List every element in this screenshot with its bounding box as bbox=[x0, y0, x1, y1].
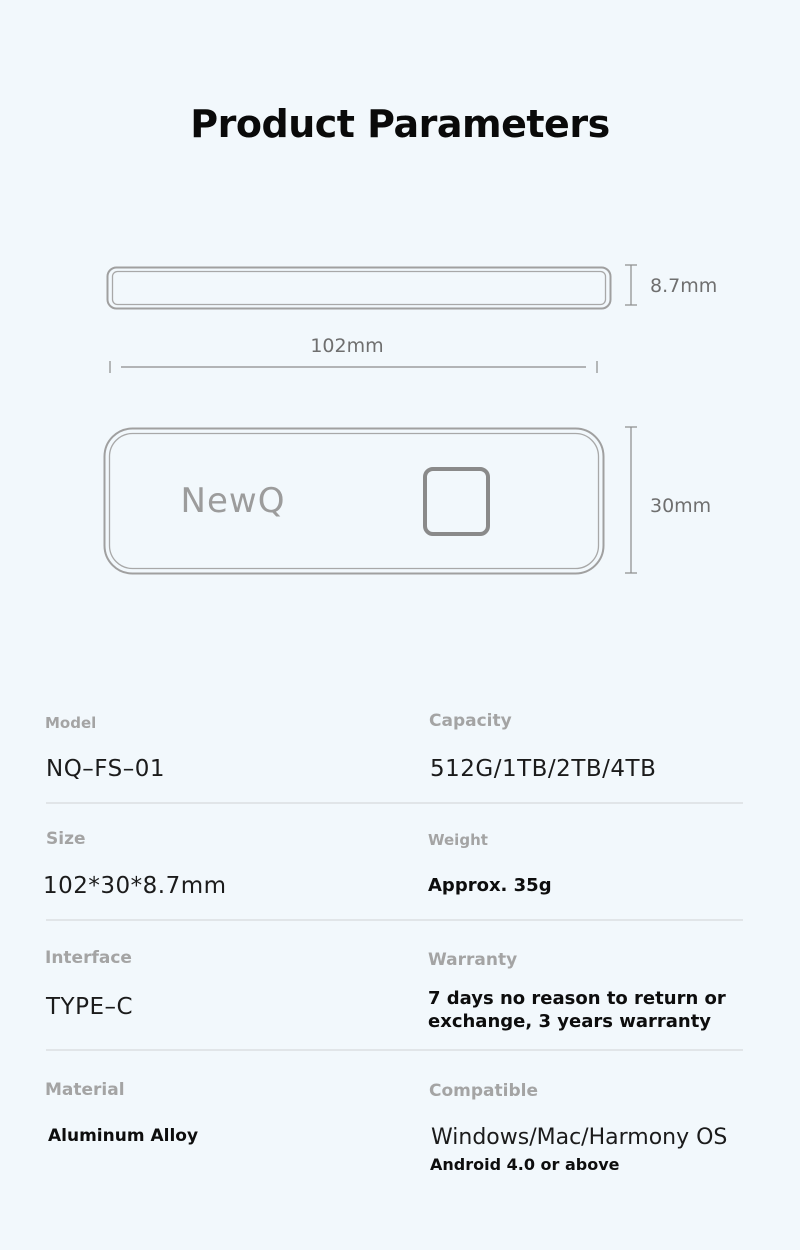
page-title: Product Parameters bbox=[190, 102, 610, 146]
warranty-label: Warranty bbox=[428, 950, 518, 970]
compatible-label: Compatible bbox=[429, 1081, 538, 1101]
interface-value: TYPE–C bbox=[46, 994, 134, 1020]
height-dimension-marker bbox=[625, 265, 637, 305]
material-value: Aluminum Alloy bbox=[48, 1126, 199, 1146]
front-view-outline bbox=[105, 429, 604, 574]
warranty-value-line1: 7 days no reason to return or bbox=[428, 988, 726, 1009]
row-divider bbox=[46, 919, 743, 921]
compatible-sub-value: Android 4.0 or above bbox=[430, 1155, 620, 1174]
warranty-value-line2: exchange, 3 years warranty bbox=[428, 1011, 712, 1032]
size-label: Size bbox=[46, 829, 86, 849]
side-view-outline bbox=[108, 268, 611, 309]
square-button-icon bbox=[425, 469, 488, 534]
interface-label: Interface bbox=[45, 948, 132, 968]
capacity-label: Capacity bbox=[429, 711, 512, 731]
capacity-value: 512G/1TB/2TB/4TB bbox=[430, 756, 657, 782]
size-value: 102*30*8.7mm bbox=[43, 873, 227, 899]
row-divider bbox=[46, 802, 743, 804]
length-label: 102mm bbox=[310, 335, 384, 357]
weight-value: Approx. 35g bbox=[428, 875, 552, 896]
front-height-label: 30mm bbox=[650, 495, 712, 517]
model-value: NQ–FS–01 bbox=[46, 756, 165, 782]
front-height-dimension-marker bbox=[625, 427, 637, 573]
row-divider bbox=[46, 1049, 743, 1051]
model-label: Model bbox=[45, 714, 97, 732]
brand-logo: NewQ bbox=[180, 481, 286, 521]
weight-label: Weight bbox=[428, 831, 488, 849]
length-dimension-marker bbox=[110, 361, 597, 373]
material-label: Material bbox=[45, 1080, 125, 1100]
side-height-label: 8.7mm bbox=[650, 275, 718, 297]
compatible-value: Windows/Mac/Harmony OS bbox=[431, 1125, 728, 1150]
